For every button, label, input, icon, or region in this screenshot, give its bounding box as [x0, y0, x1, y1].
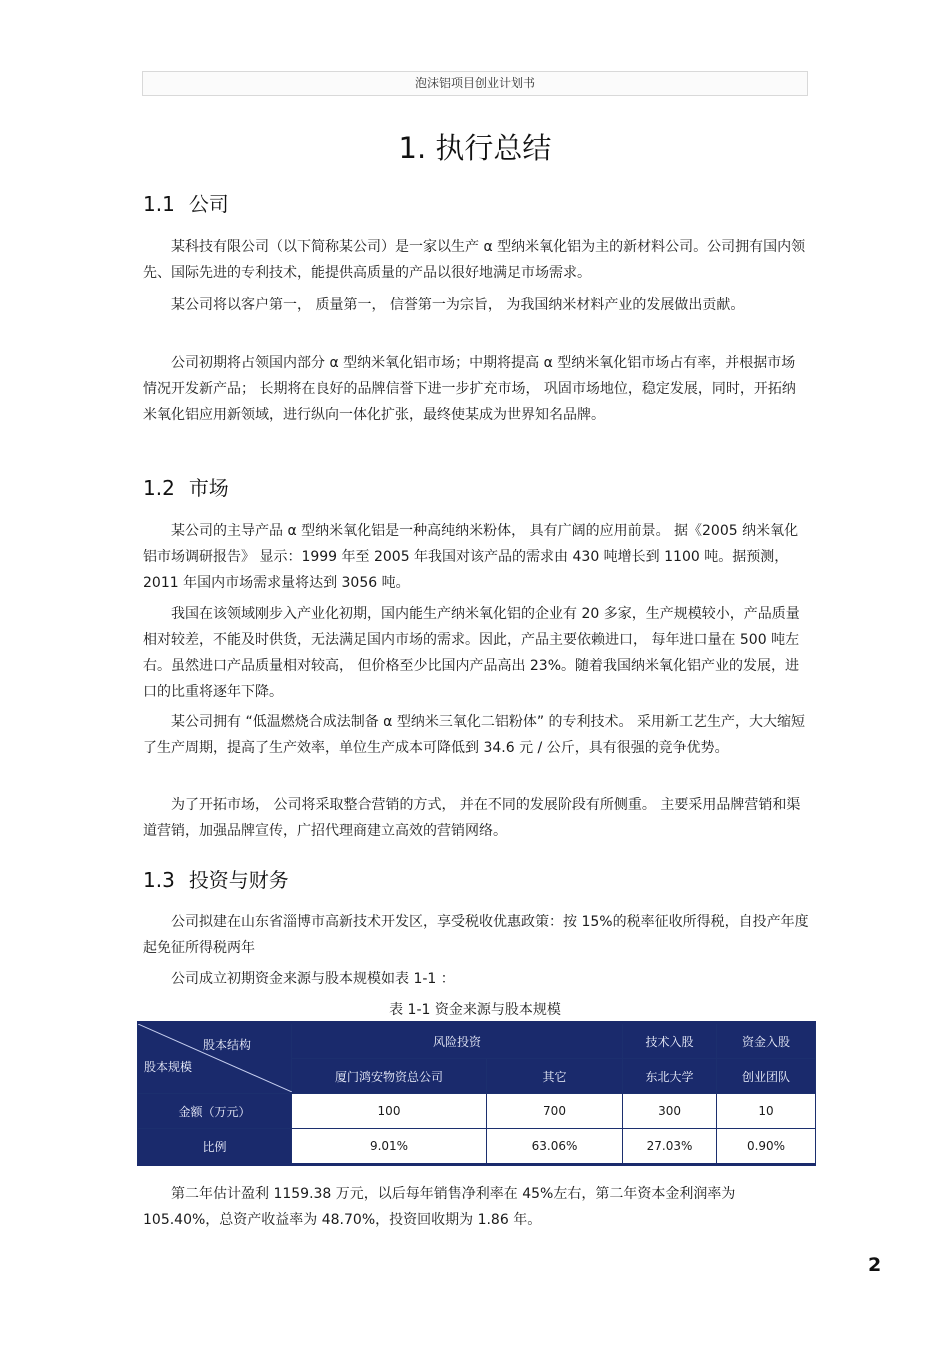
row-label: 比例 — [138, 1129, 292, 1165]
table-cell: 63.06% — [487, 1129, 623, 1165]
corner-label-bottom: 股本规模 — [144, 1060, 193, 1074]
paragraph: 我国在该领域刚步入产业化初期，国内能生产纳米氧化铝的企业有 20 多家，生产规模较小，产品质量相对较差，不能及时供货，无法满足国内市场的需求。因此，产品主要依赖进口， 每年进口量在 500 吨左右。虽然进口产品质量相对较高， 但价格至少比国内产品高出 23%。随着我国纳米氧化铝产业的发展，进口的比重将逐年下降。 — [143, 606, 800, 700]
group-header: 资金入股 — [717, 1023, 816, 1059]
group-header: 技术入股 — [623, 1023, 717, 1059]
table-cell: 9.01% — [292, 1129, 487, 1165]
sub-header: 东北大学 — [623, 1059, 717, 1094]
sub-header: 其它 — [487, 1059, 623, 1094]
sub-header: 创业团队 — [717, 1059, 816, 1094]
table-caption: 表 1-1 资金来源与股本规模 — [389, 1002, 561, 1018]
section-number: 1.2 — [143, 476, 175, 500]
section-title: 投资与财务 — [188, 868, 289, 892]
section-title: 市场 — [188, 476, 229, 500]
section-heading-market — [143, 472, 229, 501]
table-cell: 10 — [717, 1094, 816, 1129]
table-cell: 0.90% — [717, 1129, 816, 1165]
table-row — [138, 1129, 816, 1165]
paragraph: 第二年估计盈利 1159.38 万元，以后每年销售净利率在 45%左右，第二年资本金利润率为 105.40%，总资产收益率为 48.70%，投资回收期为 1.86 年。 — [143, 1186, 736, 1228]
row-label: 金额（万元） — [138, 1094, 292, 1129]
section-heading-investment — [143, 864, 289, 893]
paragraph: 某科技有限公司（以下简称某公司）是一家以生产 α 型纳米氧化铝为主的新材料公司。公司拥有国内领先、国际先进的专利技术，能提供高质量的产品以很好地满足市场需求。 — [143, 239, 806, 281]
chapter-title: 1. 执行总结 — [398, 131, 552, 165]
table-corner-cell — [138, 1023, 292, 1094]
section-title: 公司 — [188, 192, 229, 216]
page-number: 2 — [868, 1254, 882, 1276]
table-row — [138, 1094, 816, 1129]
table-cell: 300 — [623, 1094, 717, 1129]
section-number: 1.1 — [143, 192, 175, 216]
sub-header: 厦门鸿安物资总公司 — [292, 1059, 487, 1094]
capital-structure-table — [137, 1021, 816, 1166]
paragraph: 公司初期将占领国内部分 α 型纳米氧化铝市场；中期将提高 α 型纳米氧化铝市场占有率，并根据市场情况开发新产品； 长期将在良好的品牌信誉下进一步扩充市场， 巩固市场地位，稳定发展，同时，开拓纳米氧化铝应用新领域，进行纵向一体化扩张，最终使某成为世界知名品牌。 — [143, 355, 796, 423]
paragraph: 某公司的主导产品 α 型纳米氧化铝是一种高纯纳米粉体， 具有广阔的应用前景。 据《2005 纳米氧化铝市场调研报告》 显示：1999 年至 2005 年我国对该产品的需求由 430 吨增长到 1100 吨。据预测， 2011 年国内市场需求量将达到 3056 吨。 — [143, 523, 799, 591]
paragraph: 公司拟建在山东省淄博市高新技术开发区，享受税收优惠政策：按 15%的税率征收所得税，自投产年度起免征所得税两年 — [143, 914, 809, 956]
paragraph: 某公司将以客户第一， 质量第一， 信誉第一为宗旨， 为我国纳米材料产业的发展做出贡献。 — [171, 297, 745, 313]
corner-label-top: 股本结构 — [202, 1038, 251, 1052]
table-cell: 700 — [487, 1094, 623, 1129]
table-cell: 27.03% — [623, 1129, 717, 1165]
paragraph: 某公司拥有 “低温燃烧合成法制备 α 型纳米三氧化二铝粉体” 的专利技术。 采用新工艺生产，大大缩短了生产周期，提高了生产效率，单位生产成本可降低到 34.6 元 / 公斤，具有很强的竞争优势。 — [143, 714, 805, 756]
paragraph: 为了开拓市场， 公司将采取整合营销的方式， 并在不同的发展阶段有所侧重。 主要采用品牌营销和渠道营销，加强品牌宣传，广招代理商建立高效的营销网络。 — [143, 797, 801, 839]
section-heading-company — [143, 188, 229, 217]
group-header: 风险投资 — [292, 1023, 623, 1059]
table-cell: 100 — [292, 1094, 487, 1129]
section-number: 1.3 — [143, 868, 175, 892]
paragraph: 公司成立初期资金来源与股本规模如表 1-1 ： — [171, 971, 455, 987]
running-header: 泡沫铝项目创业计划书 — [142, 71, 808, 96]
